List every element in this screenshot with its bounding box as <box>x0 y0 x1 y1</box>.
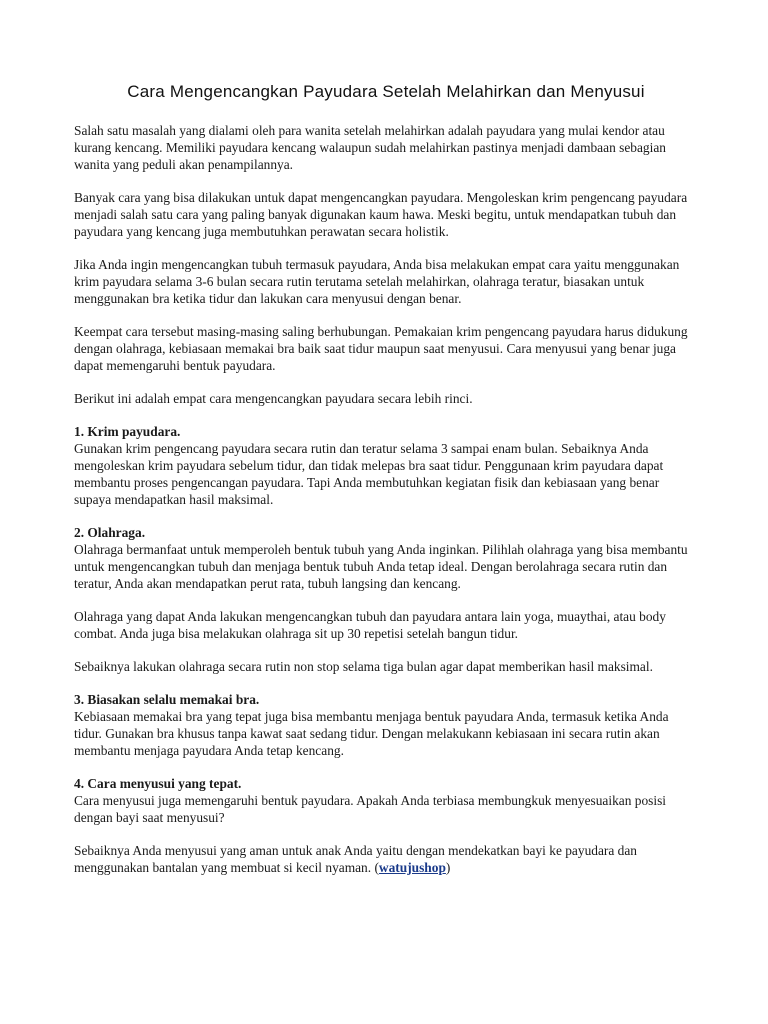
section-text-olahraga-3: Sebaiknya lakukan olahraga secara rutin non stop selama tiga bulan agar dapat memberikan hasil maksimal. <box>74 659 653 674</box>
section-heading-krim: 1. Krim payudara. <box>74 424 181 439</box>
intro-paragraph-2: Banyak cara yang bisa dilakukan untuk dapat mengencangkan payudara. Mengoleskan krim pengencang payudara menjadi salah satu cara yang paling banyak digunakan kaum hawa. Meski begitu, untuk mendapatkan tubuh dan payudara yang kencang juga membutuhkan perawatan secara holistik. <box>74 190 688 239</box>
section-bra <box>74 691 698 759</box>
section-heading-menyusui: 4. Cara menyusui yang tepat. <box>74 776 242 791</box>
intro-paragraph-1: Salah satu masalah yang dialami oleh para wanita setelah melahirkan adalah payudara yang mulai kendor atau kurang kencang. Memiliki payudara kencang walaupun sudah melahirkan pastinya menjadi dambaan sebagian wanita yang peduli akan penampilannya. <box>74 123 666 172</box>
section-krim <box>74 423 698 508</box>
section-text-bra: Kebiasaan memakai bra yang tepat juga bisa membantu menjaga bentuk payudara Anda, termasuk ketika Anda tidur. Gunakan bra khusus tanpa kawat saat sedang tidur. Dengan melakukann kebiasaan ini secara rutin akan membantu menjaga payudara Anda tetap kencang. <box>74 709 669 758</box>
section-text-menyusui: Cara menyusui juga memengaruhi bentuk payudara. Apakah Anda terbiasa membungkuk menyesuaikan posisi dengan bayi saat menyusui? <box>74 793 667 825</box>
closing-text: Sebaiknya Anda menyusui yang aman untuk anak Anda yaitu dengan mendekatkan bayi ke payudara dan menggunakan bantalan yang membuat si kecil nyaman. ( <box>74 843 637 875</box>
section-text-olahraga-1: Olahraga bermanfaat untuk memperoleh bentuk tubuh yang Anda inginkan. Pilihlah olahraga yang bisa membantu untuk mengencangkan tubuh dan menjaga bentuk tubuh Anda tetap ideal. Dengan berolahraga secara rutin dan teratur, Anda akan mendapatkan perut rata, tubuh langsing dan kencang. <box>74 542 688 591</box>
intro-paragraph-4: Keempat cara tersebut masing-masing saling berhubungan. Pemakaian krim pengencang payudara harus didukung dengan olahraga, kebiasaan memakai bra baik saat tidur maupun saat menyusui. Cara menyusui yang benar juga dapat memengaruhi bentuk payudara. <box>74 324 688 373</box>
closing-after: ) <box>445 860 451 875</box>
source-link[interactable]: watujushop <box>378 860 446 875</box>
section-menyusui <box>74 775 698 826</box>
section-text-olahraga-2: Olahraga yang dapat Anda lakukan mengencangkan tubuh dan payudara antara lain yoga, muaythai, atau body combat. Anda juga bisa melakukan olahraga sit up 30 repetisi setelah bangun tidur. <box>74 609 666 641</box>
section-text-krim: Gunakan krim pengencang payudara secara rutin dan teratur selama 3 sampai enam bulan. Sebaiknya Anda mengoleskan krim payudara sebelum tidur, dan tidak melepas bra saat tidur. Penggunaan krim payudara dapat membantu proses pengencangan payudara. Tapi Anda membutuhkan kegiatan fisik dan kebiasaan yang benar supaya mendapatkan hasil maksimal. <box>74 441 664 507</box>
intro-paragraph-3: Jika Anda ingin mengencangkan tubuh termasuk payudara, Anda bisa melakukan empat cara yaitu menggunakan krim payudara selama 3-6 bulan secara rutin terutama setelah melahirkan, olahraga teratur, biasakan untuk menggunakan bra ketika tidur dan lakukan cara menyusui dengan benar. <box>74 257 680 306</box>
intro-paragraph-5: Berikut ini adalah empat cara mengencangkan payudara secara lebih rinci. <box>74 391 473 406</box>
document-title: Cara Mengencangkan Payudara Setelah Melahirkan dan Menyusui <box>127 82 645 101</box>
section-heading-bra: 3. Biasakan selalu memakai bra. <box>74 692 260 707</box>
section-heading-olahraga: 2. Olahraga. <box>74 525 146 540</box>
closing-paragraph <box>74 842 698 876</box>
section-olahraga <box>74 524 698 592</box>
